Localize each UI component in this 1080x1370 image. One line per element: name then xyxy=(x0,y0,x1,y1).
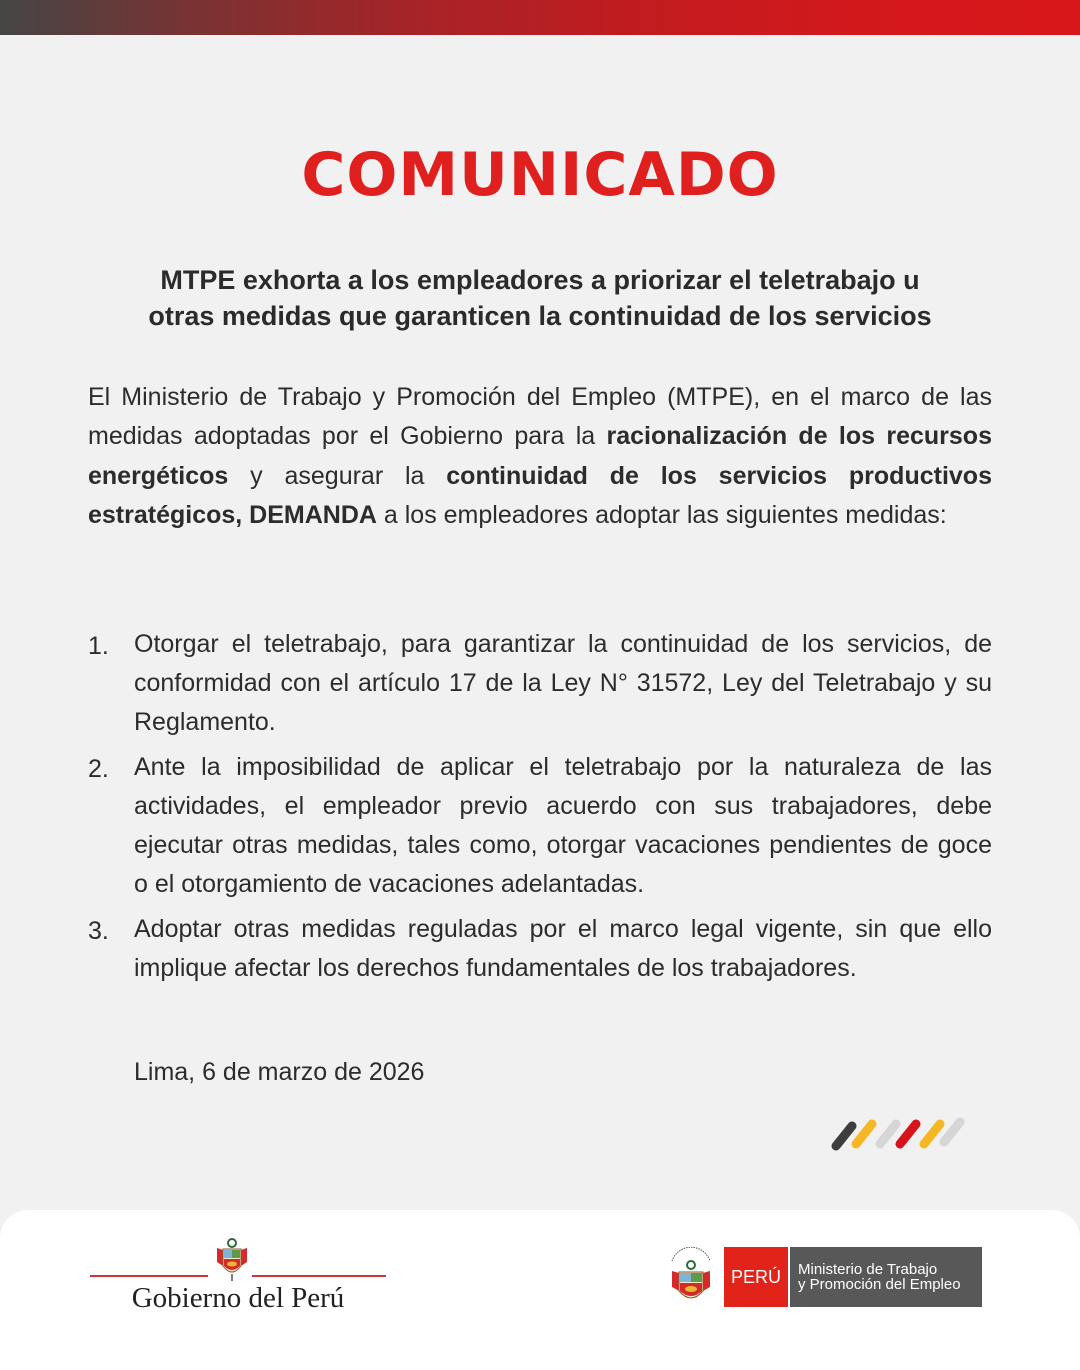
intro-bold-1: racionalización de los recursos energéticos xyxy=(88,422,992,490)
list-number: 1. xyxy=(88,632,109,660)
intro-paragraph xyxy=(88,378,992,535)
list-number: 3. xyxy=(88,917,109,945)
list-text: Ante la imposibilidad de aplicar el teletrabajo por la naturaleza de las actividades, el empleador previo acuerdo con sus trabajadores, debe ejecutar otras medidas, tales como, otorgar vacaciones pendientes de goce o el otorgamiento de vacaciones adelantadas. xyxy=(134,753,992,898)
list-item xyxy=(88,625,992,742)
ministry-line-2: y Promoción del Empleo xyxy=(798,1276,961,1293)
coat-of-arms-icon xyxy=(214,1238,250,1282)
intro-text-2: y asegurar la xyxy=(228,461,447,490)
list-text: Adoptar otras medidas reguladas por el marco legal vigente, sin que ello implique afectar los derechos fundamentales de los trabajadores. xyxy=(134,915,992,982)
intro-text-1: El Ministerio de Trabajo y Promoción del Empleo (MTPE), en el marco de las medidas adoptadas por el Gobierno para la xyxy=(88,383,992,451)
intro-bold-2: continuidad de los servicios productivos estratégicos, DEMANDA xyxy=(88,461,992,529)
list-item xyxy=(88,748,992,904)
mtpe-logo xyxy=(666,1247,984,1307)
gobierno-label: Gobierno del Perú xyxy=(131,1282,345,1314)
list-text: Otorgar el teletrabajo, para garantizar la continuidad de los servicios, de conformidad con el artículo 17 de la Ley N° 31572, Ley del Teletrabajo y su Reglamento. xyxy=(134,630,992,736)
list-number: 2. xyxy=(88,755,109,783)
measures-list xyxy=(88,625,992,994)
top-gradient-bar xyxy=(0,0,1080,35)
divider-right xyxy=(252,1275,386,1277)
date-line: Lima, 6 de marzo de 2026 xyxy=(134,1058,425,1086)
page-title: COMUNICADO xyxy=(301,140,779,210)
intro-text-3: a los empleadores adoptar las siguientes medidas: xyxy=(376,500,947,529)
ministry-line-1: Ministerio de Trabajo xyxy=(798,1261,938,1278)
subtitle xyxy=(90,262,990,334)
ministry-label xyxy=(790,1247,982,1307)
decorative-stripes-icon xyxy=(826,1112,976,1156)
coat-of-arms-icon xyxy=(666,1247,716,1307)
subtitle-line-2: otras medidas que garanticen la continuidad de los servicios xyxy=(148,301,932,331)
gobierno-logo xyxy=(90,1238,386,1320)
list-item xyxy=(88,910,992,988)
subtitle-line-1: MTPE exhorta a los empleadores a priorizar el teletrabajo u xyxy=(160,265,920,295)
peru-label: PERÚ xyxy=(724,1247,788,1307)
divider-left xyxy=(90,1275,208,1277)
